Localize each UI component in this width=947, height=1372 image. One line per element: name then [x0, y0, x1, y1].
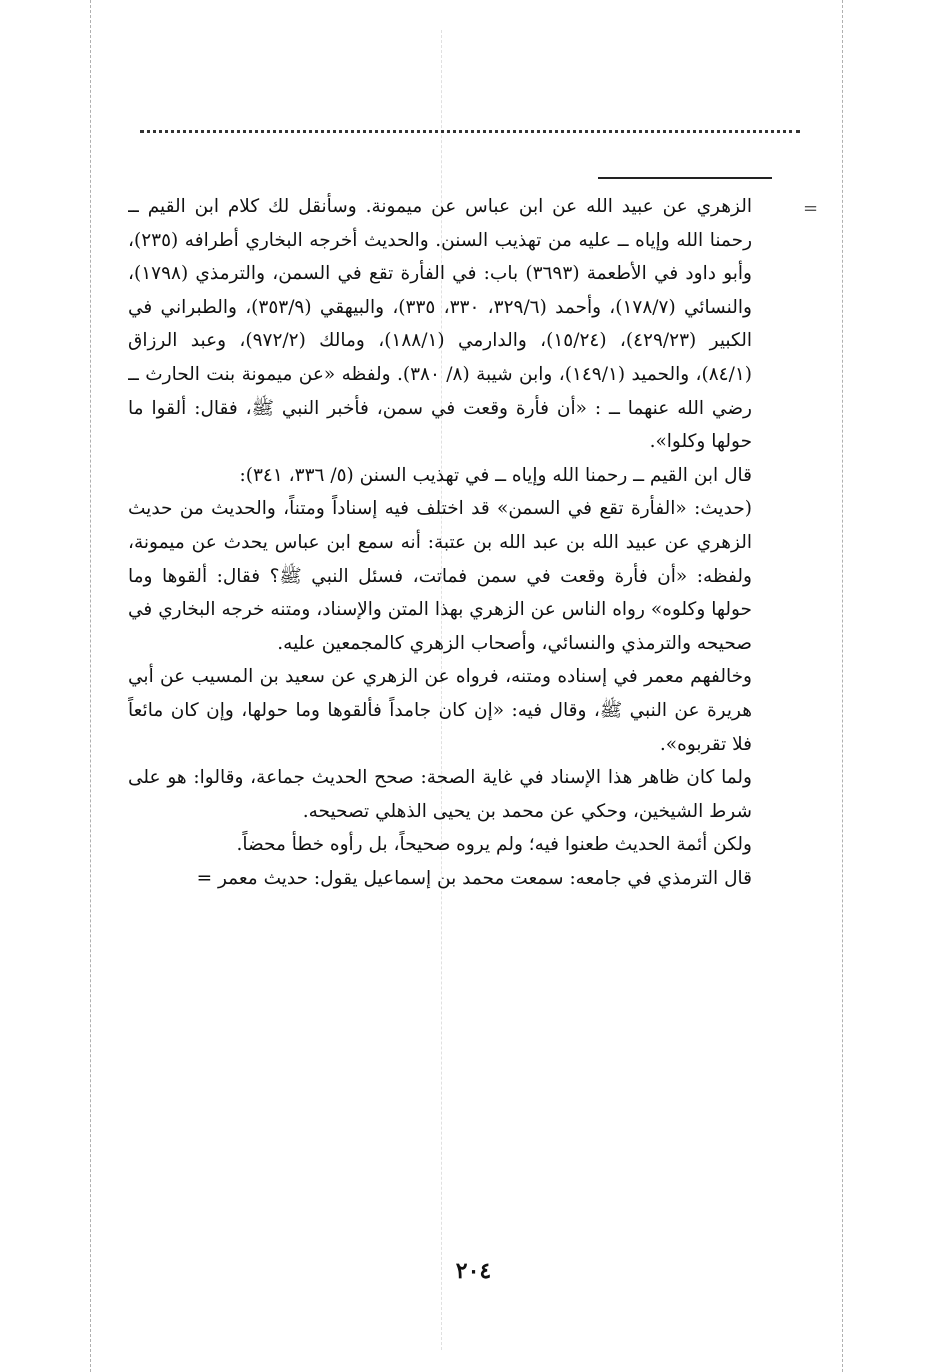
page-number: ٢٠٤: [455, 1258, 492, 1284]
margin-guide-left: [90, 0, 91, 1372]
footnote-continuation-marker: =: [803, 198, 819, 219]
header-dotted-separator: [140, 130, 800, 133]
paragraph-5: ولما كان ظاهر هذا الإسناد في غاية الصحة: صحح الحديث جماعة، وقالوا: هو على شرط الشيخين، وحكي عن محمد بن يحيى الذهلي تصحيحه.: [128, 767, 752, 822]
paragraph-6: ولكن أئمة الحديث طعنوا فيه؛ ولم يروه صحيحاً، بل رأوه خطأ محضاً.: [236, 834, 752, 856]
paragraph-4: وخالفهم معمر في إسناده ومتنه، فرواه عن الزهري عن سعيد بن المسيب عن أبي هريرة عن النبي ﷺ، وقال فيه: «إن كان جامداً فألقوها وما حولها، وإن كان مائعاً فلا تقربوه».: [128, 666, 752, 755]
footnote-body: [128, 190, 752, 1230]
footnote-rule: [598, 177, 772, 179]
paragraph-2: قال ابن القيم ــ رحمنا الله وإياه ــ في تهذيب السنن (٥/ ٣٣٦، ٣٤١):: [239, 464, 752, 486]
margin-guide-right: [842, 0, 843, 1372]
paragraph-7: قال الترمذي في جامعه: سمعت محمد بن إسماعيل يقول: حديث معمر =: [196, 867, 752, 889]
paragraph-3: (حديث: «الفأرة تقع في السمن» قد اختلف فيه إسناداً ومتناً، والحديث من حديث الزهري عن عبيد الله بن عبد الله بن عتبة: أنه سمع ابن عباس يحدث عن ميمونة، ولفظه: «أن فأرة وقعت في سمن فماتت، فسئل النبي ﷺ؟ فقال: ألقوها وما حولها وكلوه» رواه الناس عن الزهري بهذا المتن والإسناد، ومتنه خرجه البخاري في صحيحه والترمذي والنسائي، وأصحاب الزهري كالمجمعين عليه.: [128, 498, 752, 654]
paragraph-1: الزهري عن عبيد الله عن ابن عباس عن ميمونة. وسأنقل لك كلام ابن القيم ــ رحمنا الله وإياه ــ عليه من تهذيب السنن. والحديث أخرجه البخاري أطرافه (٢٣٥)، وأبو داود في الأطعمة (٣٦٩٣) باب: في الفأرة تقع في السمن، والترمذي (١٧٩٨)، والنسائي (١٧٨/٧)، وأحمد (٣٢٩/٦، ٣٣٠، ٣٣٥)، والبيهقي (٣٥٣/٩)، والطبراني في الكبير (٤٢٩/٢٣)، (١٥/٢٤)، والدارمي (١٨٨/١)، ومالك (٩٧٢/٢)، وعبد الرزاق (٨٤/١)، والحميد (١٤٩/١)، وابن شيبة (٨/ ٣٨٠). ولفظه «عن ميمونة بنت الحارث ــ رضي الله عنهما ــ : «أن فأرة وقعت في سمن، فأخبر النبي ﷺ، فقال: ألقوا ما حولها وكلوا».: [128, 196, 752, 453]
